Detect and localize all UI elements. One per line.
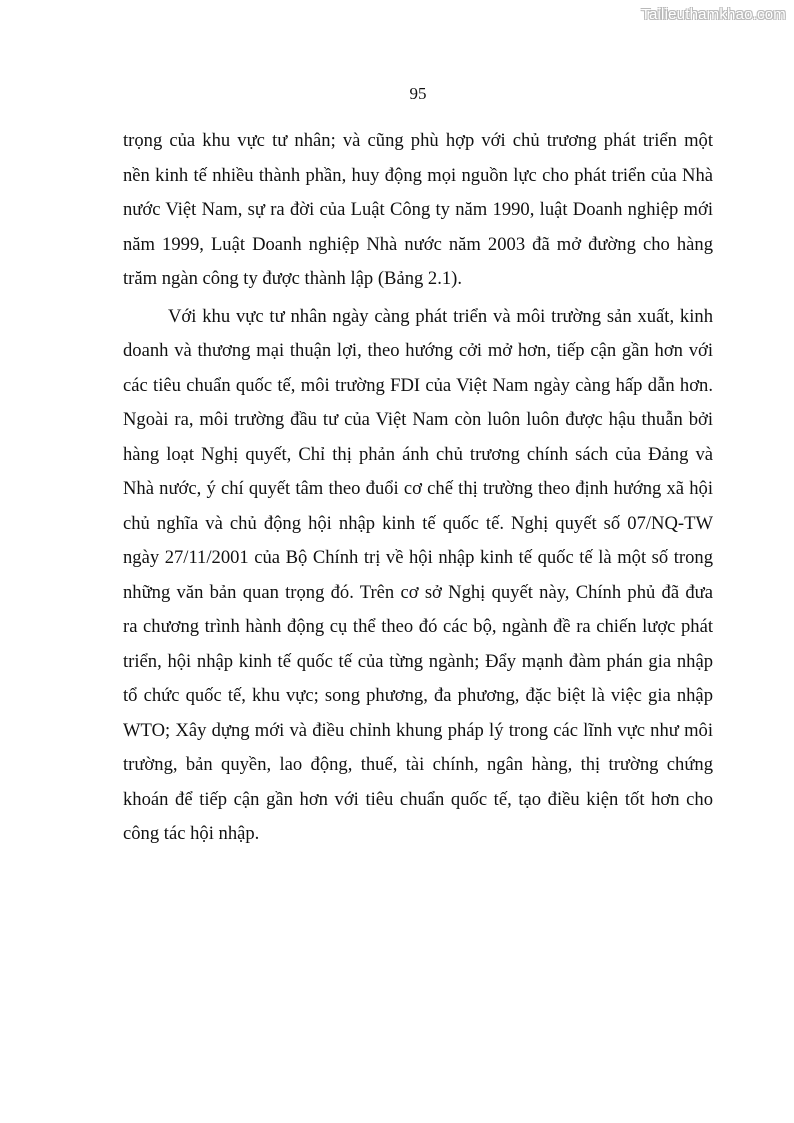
paragraph-2: [123, 300, 713, 852]
text-line: nền kinh tế nhiều thành phần, huy động mọi nguồn lực cho phát triển của Nhà: [123, 164, 713, 186]
text-line: nước Việt Nam, sự ra đời của Luật Công ty năm 1990, luật Doanh nghiệp mới: [123, 199, 713, 220]
text-line: trăm ngàn công ty được thành lập (Bảng 2.1).: [123, 268, 463, 289]
text-line: doanh và thương mại thuận lợi, theo hướng cởi mở hơn, tiếp cận gần hơn với: [123, 340, 713, 361]
text-line: Nhà nước, ý chí quyết tâm theo đuổi cơ chế thị trường theo định hướng xã hội: [123, 478, 713, 499]
text-line: triển, hội nhập kinh tế quốc tế của từng ngành; Đẩy mạnh đàm phán gia nhập: [123, 650, 713, 672]
text-line: các tiêu chuẩn quốc tế, môi trường FDI của Việt Nam ngày càng hấp dẫn hơn.: [123, 374, 713, 396]
text-line: trọng của khu vực tư nhân; và cũng phù hợp với chủ trương phát triển một: [123, 130, 713, 151]
document-body: [123, 124, 713, 852]
text-line: ngày 27/11/2001 của Bộ Chính trị về hội nhập kinh tế quốc tế là một số trong: [123, 547, 713, 568]
page-number: 95: [409, 84, 427, 103]
text-line: năm 1999, Luật Doanh nghiệp Nhà nước năm 2003 đã mở đường cho hàng: [123, 233, 713, 255]
text-line: Ngoài ra, môi trường đầu tư của Việt Nam còn luôn luôn được hậu thuẫn bởi: [123, 409, 713, 430]
text-line: trường, bản quyền, lao động, thuế, tài chính, ngân hàng, thị trường chứng: [123, 754, 713, 775]
paragraph-1: [123, 124, 713, 297]
text-line: Với khu vực tư nhân ngày càng phát triển và môi trường sản xuất, kinh: [168, 305, 713, 327]
text-line: ra chương trình hành động cụ thể theo đó các bộ, ngành đề ra chiến lược phát: [123, 616, 713, 637]
text-line: WTO; Xây dựng mới và điều chỉnh khung pháp lý trong các lĩnh vực như môi: [123, 719, 713, 741]
text-line: khoán để tiếp cận gần hơn với tiêu chuẩn quốc tế, tạo điều kiện tốt hơn cho: [123, 788, 713, 810]
text-line: hàng loạt Nghị quyết, Chỉ thị phản ánh chủ trương chính sách của Đảng và: [123, 443, 713, 465]
text-line: công tác hội nhập.: [123, 823, 260, 844]
text-line: những văn bản quan trọng đó. Trên cơ sở Nghị quyết này, Chính phủ đã đưa: [123, 581, 713, 603]
text-line: tổ chức quốc tế, khu vực; song phương, đa phương, đặc biệt là việc gia nhập: [123, 685, 713, 706]
watermark-text: Tailieuthamkhao.com: [641, 6, 786, 23]
text-line: chủ nghĩa và chủ động hội nhập kinh tế quốc tế. Nghị quyết số 07/NQ-TW: [123, 512, 713, 534]
